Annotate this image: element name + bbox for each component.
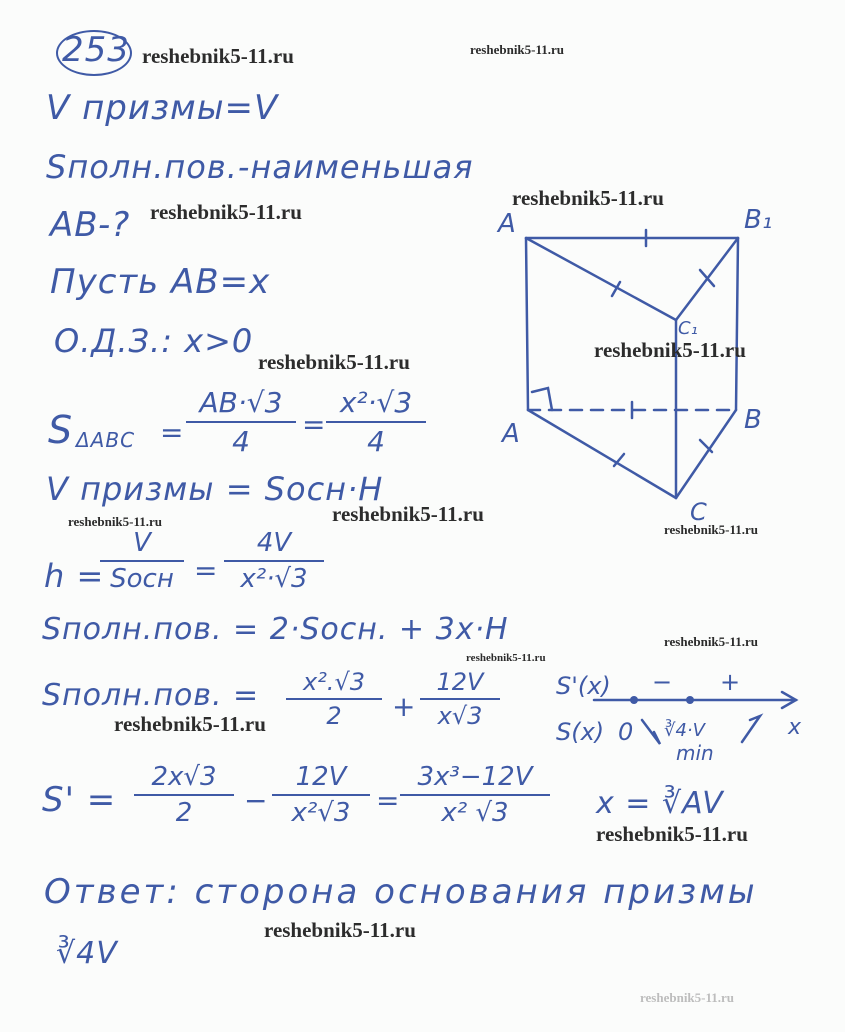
fraction-numerator: 12V [295,762,347,792]
plus-sign: + [392,690,417,723]
watermark: reshebnik5-11.ru [264,918,416,942]
fraction-denominator: x²√3 [291,798,351,828]
watermark: reshebnik5-11.ru [142,44,294,68]
sign-minus: − [652,668,673,696]
line-volume-formula: V призмы = Sосн·H [46,470,384,508]
fraction-numerator: 2x√3 [151,762,217,792]
problem-number-text: 253 [62,30,130,70]
point-zero [630,696,638,704]
watermark: reshebnik5-11.ru [150,200,302,224]
watermark: reshebnik5-11.ru [470,42,565,57]
edge-a1-c1 [526,238,676,320]
watermark: reshebnik5-11.ru [258,350,410,374]
equals-3: = [194,554,219,587]
fraction-denominator: 2 [175,798,193,828]
watermark: reshebnik5-11.ru [466,652,546,664]
s-abc-label: S [48,408,74,452]
watermark: reshebnik5-11.ru [68,514,163,529]
fraction-numerator: 12V [436,668,484,696]
label-b: B [744,405,762,435]
line-volume: V призмы=V [46,88,279,128]
edge-b1-b [736,238,738,410]
sign-plus: + [720,668,741,696]
fraction-denominator: x² √3 [441,798,509,828]
minus-sign: − [244,784,269,817]
watermark: reshebnik5-11.ru [594,338,746,362]
right-angle-mark [532,388,552,410]
label-critical: ∛4·V [664,720,705,741]
label-c1: C₁ [678,318,698,339]
fraction-denominator: x²·√3 [240,564,308,594]
line-surface-min: Sполн.пов.-наименьшая [46,148,474,186]
s-abc-eq: = [160,416,185,449]
fraction-numerator: x²·√3 [339,386,413,419]
line-domain: О.Д.З.: x>0 [54,322,254,360]
watermark: reshebnik5-11.ru [640,990,735,1005]
label-axis-x: x [788,715,802,740]
x-result: x = ∛AV [596,786,724,821]
label-b1: B₁ [744,205,773,235]
label-min: min [676,741,714,765]
decrease-arrow [642,720,660,744]
watermark: reshebnik5-11.ru [664,634,759,649]
full-surface-label: Sполн.пов. = [42,678,260,713]
line-full-surface-formula: Sполн.пов. = 2·Sосн. + 3x·H [42,612,509,647]
fraction-denominator: 4 [367,425,385,458]
fraction-numerator: 3x³−12V [417,762,533,792]
h-label: h = [44,557,105,595]
derivative-label: S' = [42,780,117,820]
watermark: reshebnik5-11.ru [114,712,266,736]
line-ab-question: AB-? [50,205,131,245]
fraction-numerator: x².√3 [302,668,365,696]
sign-chart-s-prime: S'(x) [556,672,611,700]
equals-2: = [302,408,327,441]
watermark: reshebnik5-11.ru [332,502,484,526]
point-critical [686,696,694,704]
equals-4: = [376,784,401,817]
answer-line: Ответ: сторона основания призмы [44,872,758,912]
fraction-numerator: 4V [256,528,292,558]
fraction-numerator: V [133,528,151,558]
label-c: C [690,498,707,526]
fraction-numerator: AB·√3 [199,386,283,419]
fraction-denominator: x√3 [437,702,483,730]
edge-a-c [528,410,676,498]
label-a1: A [498,209,516,239]
increase-arrow [742,716,760,742]
s-abc-sub: ΔABC [76,428,136,452]
answer-value: ∛4V [56,936,118,971]
watermark: reshebnik5-11.ru [512,186,664,210]
fraction-denominator: 2 [326,702,342,730]
edge-b-c [676,410,736,498]
label-zero: 0 [618,718,634,746]
label-a: A [502,419,520,449]
line-let-ab-x: Пусть AB=x [50,262,271,302]
watermark: reshebnik5-11.ru [596,822,748,846]
fraction-denominator: 4 [232,425,250,458]
sign-chart-s-x: S(x) [556,718,605,746]
watermark: reshebnik5-11.ru [664,522,759,537]
edge-a1-a [526,238,528,410]
fraction-denominator: Sосн [110,564,174,594]
